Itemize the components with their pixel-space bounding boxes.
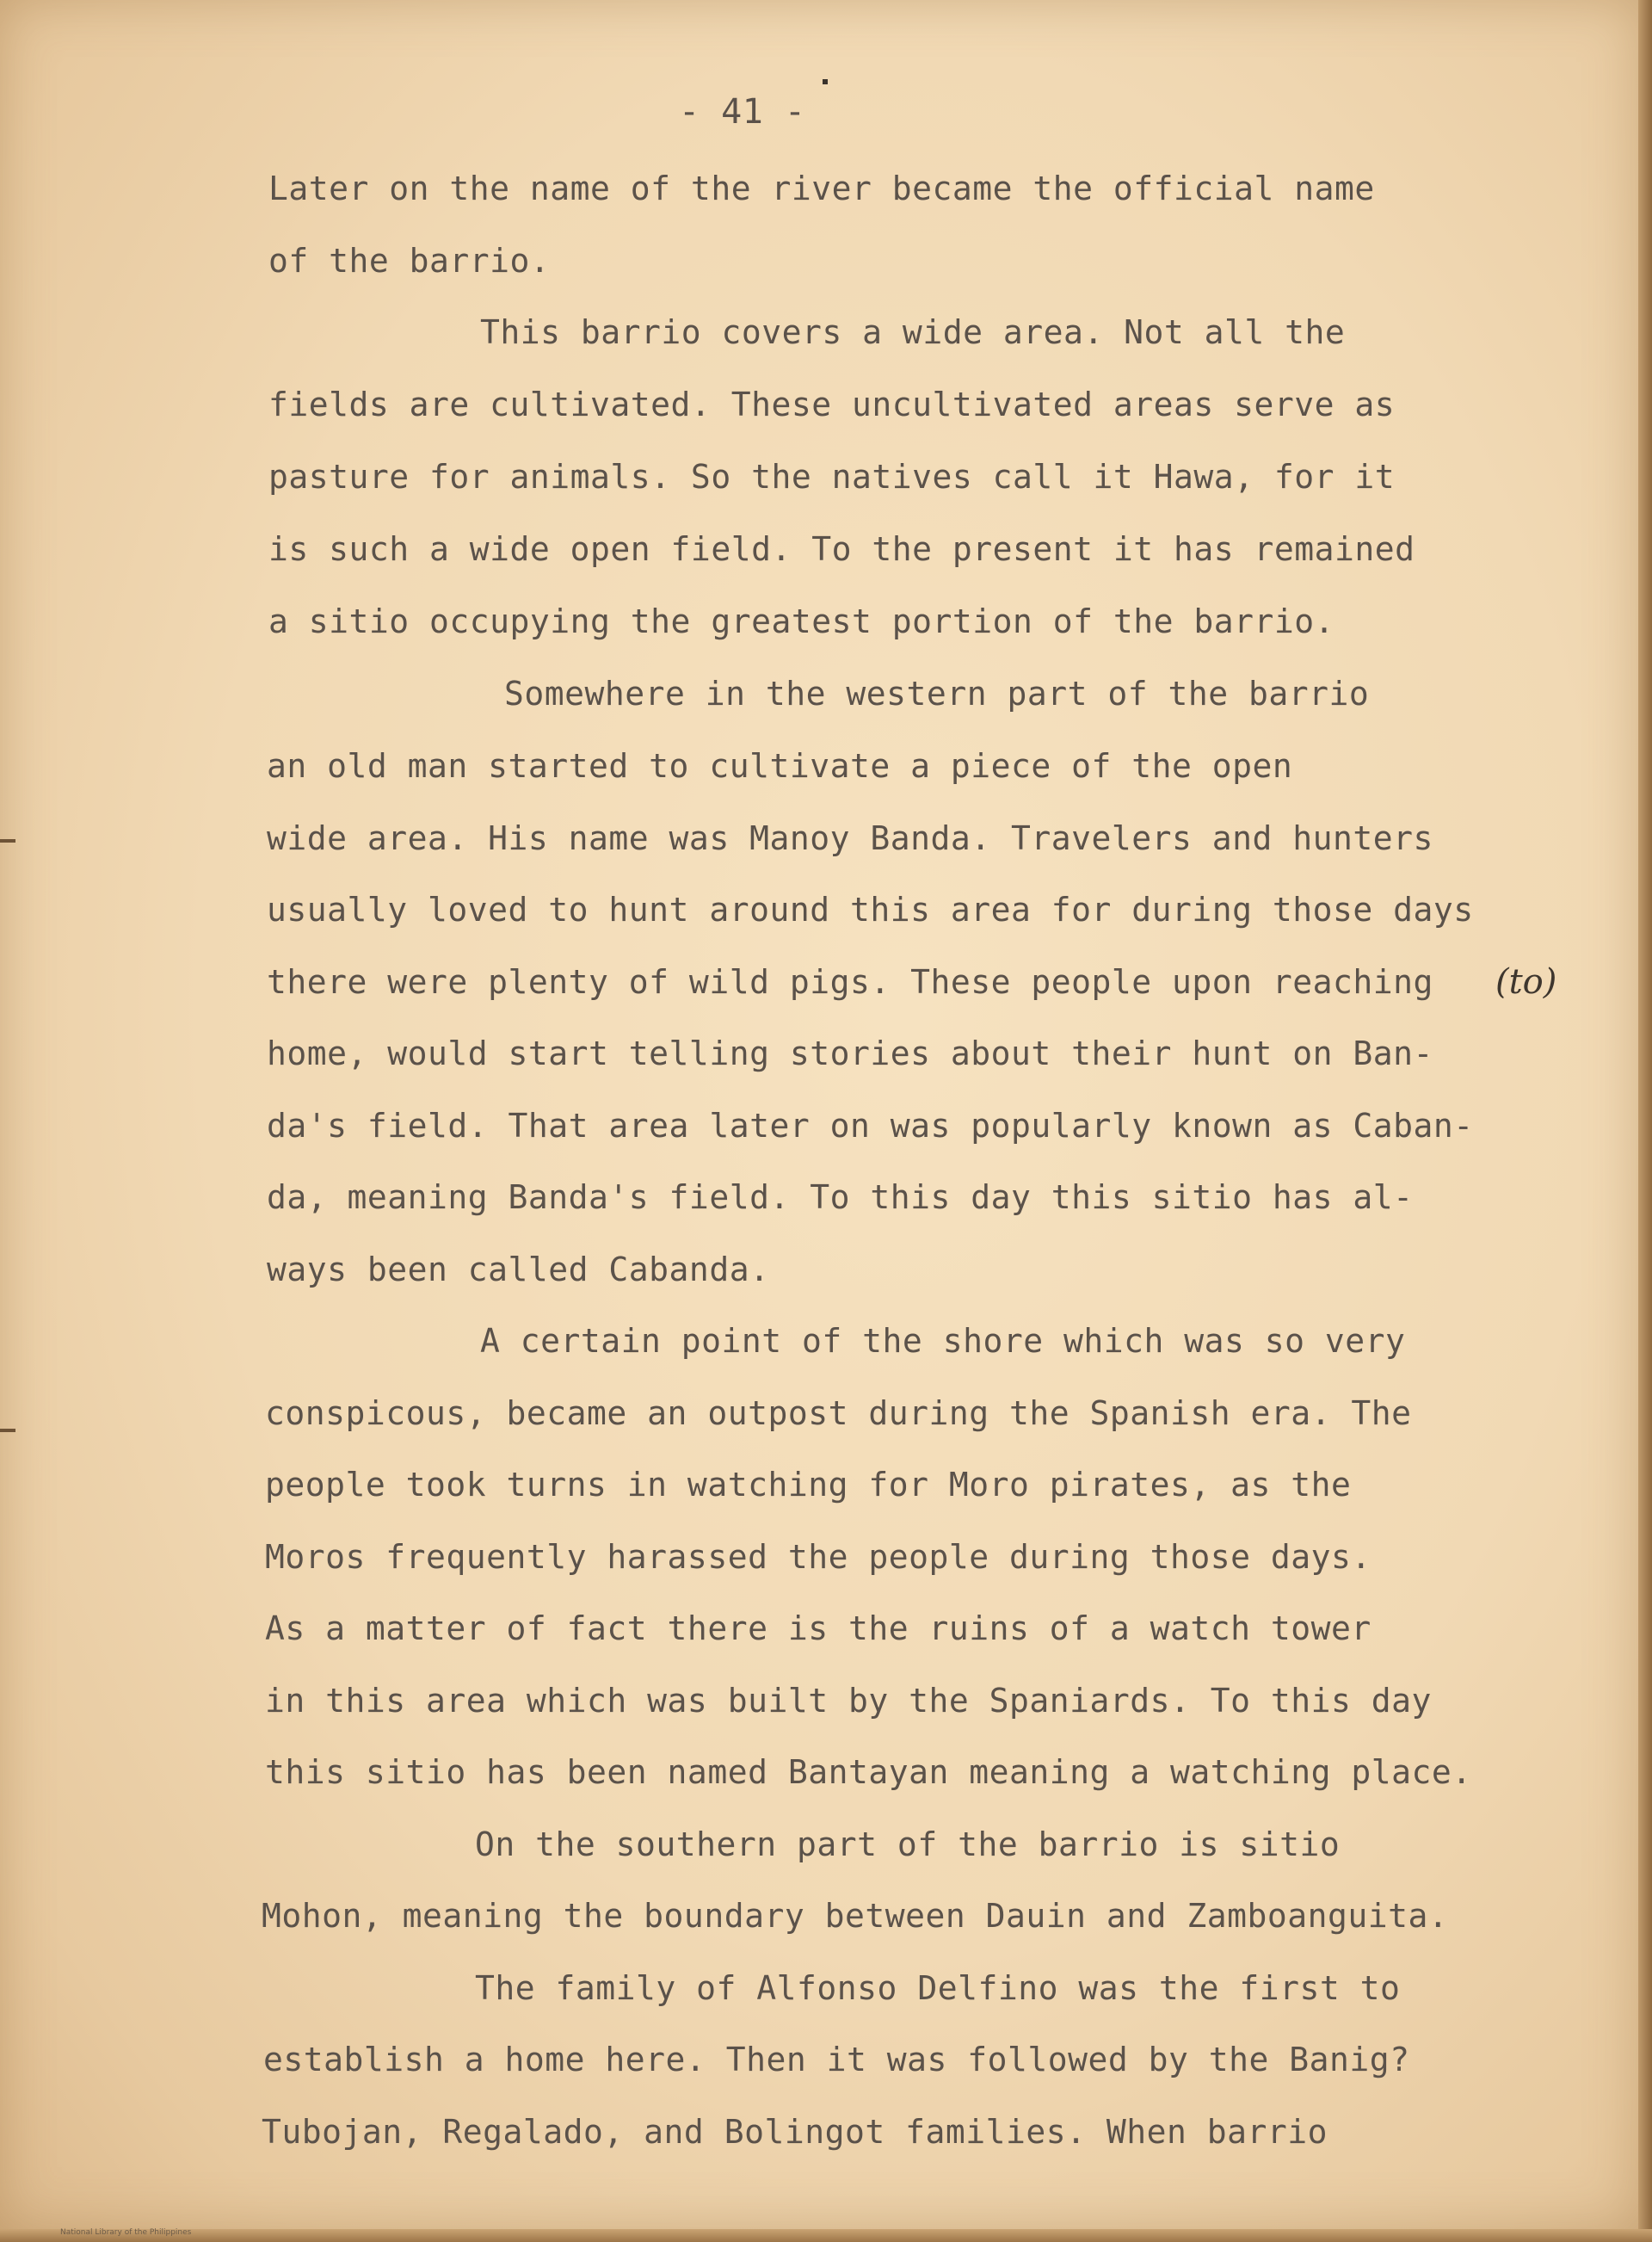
- text-line-23: this sitio has been named Bantayan meaning a watching place.: [265, 1753, 1472, 1791]
- text-line-27: establish a home here. Then it was followed by the Banig?: [263, 2041, 1410, 2078]
- binding-mark: [0, 839, 15, 843]
- page-number: - 41 -: [679, 92, 806, 132]
- text-line-12: there were plenty of wild pigs. These people upon reaching: [267, 963, 1433, 1001]
- text-line-11: usually loved to hunt around this area for during those days: [267, 891, 1474, 929]
- text-line-14: da's field. That area later on was popularly known as Caban-: [267, 1107, 1474, 1145]
- text-line-3: This barrio covers a wide area. Not all the: [480, 313, 1346, 351]
- text-line-28: Tubojan, Regalado, and Bolingot families. When barrio: [262, 2113, 1328, 2151]
- text-line-5: pasture for animals. So the natives call it Hawa, for it: [268, 458, 1396, 496]
- text-line-7: a sitio occupying the greatest portion of the barrio.: [268, 602, 1335, 640]
- text-line-22: in this area which was built by the Spaniards. To this day: [265, 1682, 1432, 1720]
- text-line-26: The family of Alfonso Delfino was the first to: [475, 1969, 1401, 2007]
- text-line-19: people took turns in watching for Moro pirates, as the: [265, 1466, 1352, 1504]
- text-line-9: an old man started to cultivate a piece of the open: [267, 747, 1293, 785]
- ink-speck: [823, 79, 828, 84]
- binding-mark: [0, 1429, 15, 1432]
- text-line-13: home, would start telling stories about their hunt on Ban-: [267, 1035, 1433, 1072]
- text-line-1: Later on the name of the river became the official name: [268, 170, 1375, 207]
- text-line-8: Somewhere in the western part of the barrio: [504, 675, 1370, 713]
- text-line-17: A certain point of the shore which was so very: [480, 1322, 1406, 1360]
- text-line-4: fields are cultivated. These uncultivated areas serve as: [268, 386, 1396, 423]
- library-stamp: National Library of the Philippines: [60, 2228, 192, 2237]
- text-line-21: As a matter of fact there is the ruins of a watch tower: [265, 1609, 1372, 1647]
- text-line-2: of the barrio.: [268, 242, 551, 280]
- text-line-24: On the southern part of the barrio is sitio: [475, 1825, 1341, 1863]
- text-line-20: Moros frequently harassed the people during those days.: [265, 1538, 1372, 1576]
- text-line-18: conspicous, became an outpost during the Spanish era. The: [265, 1394, 1412, 1432]
- text-line-25: Mohon, meaning the boundary between Dauin and Zamboanguita.: [262, 1897, 1449, 1935]
- page-edge-bottom: [0, 2229, 1652, 2242]
- handwritten-insert: (to): [1495, 962, 1557, 1002]
- text-line-16: ways been called Cabanda.: [267, 1251, 770, 1288]
- text-line-6: is such a wide open field. To the present it has remained: [268, 530, 1415, 568]
- page-edge-right: [1638, 0, 1652, 2242]
- text-line-10: wide area. His name was Manoy Banda. Travelers and hunters: [267, 819, 1433, 857]
- text-line-15: da, meaning Banda's field. To this day this sitio has al-: [267, 1178, 1414, 1216]
